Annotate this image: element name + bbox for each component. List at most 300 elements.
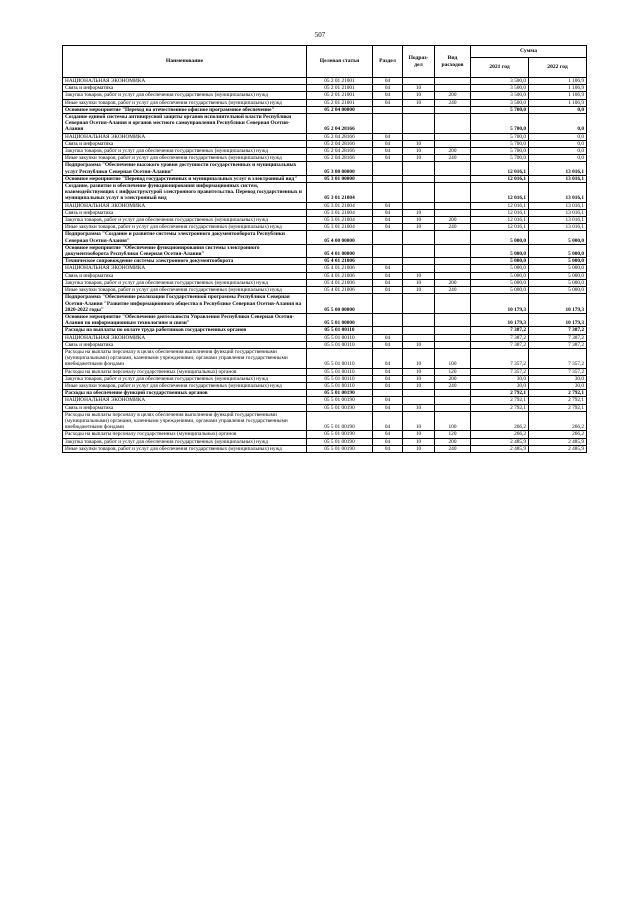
- row-target-code: 05 2 04 00000: [307, 106, 373, 113]
- row-sum-2022: 7 387,2: [529, 327, 587, 334]
- row-target-code: 05 3 01 21004: [307, 209, 373, 216]
- row-target-code: 05 3 01 00000: [307, 175, 373, 182]
- row-sum-2021: 5 700,0: [471, 114, 529, 134]
- row-target-code: 05 2 01 21001: [307, 99, 373, 106]
- row-sum-2021: 12 016,1: [471, 175, 529, 182]
- row-sum-2022: 5 000,0: [529, 231, 587, 244]
- row-section: 04: [373, 438, 403, 445]
- row-sum-2021: 5 000,0: [471, 272, 529, 279]
- table-row: [63, 244, 587, 257]
- row-section: 04: [373, 411, 403, 431]
- row-name: Закупка товаров, работ и услуг для обеспечения государственных (муниципальных) нужд: [63, 92, 307, 99]
- row-name: Закупка товаров, работ и услуг для обеспечения государственных (муниципальных) нужд: [63, 375, 307, 382]
- row-expense-type: [435, 397, 471, 404]
- row-section: 04: [373, 368, 403, 375]
- row-subsection: [403, 175, 435, 182]
- row-expense-type: [435, 133, 471, 140]
- row-expense-type: 200: [435, 279, 471, 286]
- table-row: [63, 382, 587, 389]
- table-row: [63, 162, 587, 175]
- row-sum-2022: 1 106,9: [529, 85, 587, 92]
- row-sum-2022: 7 357,2: [529, 348, 587, 368]
- row-sum-2021: 10 179,3: [471, 313, 529, 326]
- row-target-code: 05 5 01 00110: [307, 368, 373, 375]
- row-name: НАЦИОНАЛЬНАЯ ЭКОНОМИКА: [63, 133, 307, 140]
- row-target-code: 05 2 04 28166: [307, 155, 373, 162]
- row-expense-type: [435, 202, 471, 209]
- table-row: [63, 397, 587, 404]
- row-subsection: 10: [403, 382, 435, 389]
- row-expense-type: [435, 78, 471, 85]
- row-target-code: 05 5 01 00110: [307, 341, 373, 348]
- row-section: [373, 231, 403, 244]
- row-sum-2021: 5 700,0: [471, 140, 529, 147]
- row-expense-type: [435, 183, 471, 203]
- row-name: Иные закупки товаров, работ и услуг для обеспечения государственных (муниципальных) нужд: [63, 155, 307, 162]
- row-name: Техническое сопровождение системы электронного документооборота: [63, 258, 307, 265]
- row-subsection: [403, 327, 435, 334]
- row-sum-2022: 266,2: [529, 431, 587, 438]
- row-expense-type: [435, 327, 471, 334]
- row-name: Расходы на выплаты персоналу в целях обеспечения выполнения функций государственными (муниципальными) органами, казенными учреждениями, органами управления государственными внебюджетными фондами: [63, 348, 307, 368]
- row-sum-2022: 2 792,1: [529, 404, 587, 411]
- row-subsection: 10: [403, 279, 435, 286]
- row-subsection: [403, 106, 435, 113]
- table-row: [63, 92, 587, 99]
- row-sum-2021: 12 016,1: [471, 209, 529, 216]
- table-row: [63, 404, 587, 411]
- row-subsection: [403, 390, 435, 397]
- row-sum-2022: 7 387,2: [529, 341, 587, 348]
- row-sum-2021: 30,0: [471, 375, 529, 382]
- header-name: Наименование: [63, 46, 307, 78]
- header-year-2021: 2021 год: [471, 58, 529, 78]
- table-row: [63, 334, 587, 341]
- row-target-code: 05 3 00 00000: [307, 162, 373, 175]
- row-sum-2021: 5 700,0: [471, 133, 529, 140]
- row-target-code: 05 5 01 00110: [307, 375, 373, 382]
- row-sum-2021: 12 016,1: [471, 224, 529, 231]
- row-section: 04: [373, 341, 403, 348]
- row-subsection: [403, 202, 435, 209]
- row-subsection: [403, 313, 435, 326]
- row-subsection: 10: [403, 438, 435, 445]
- table-row: [63, 375, 587, 382]
- table-row: [63, 106, 587, 113]
- row-sum-2021: 266,2: [471, 411, 529, 431]
- row-subsection: 10: [403, 140, 435, 147]
- row-name: Основное мероприятие "Обеспечение функционирования системы электронного документооборота Республики Северная Осетия-Алания": [63, 244, 307, 257]
- header-target: Целевая статья: [307, 46, 373, 78]
- row-section: 04: [373, 397, 403, 404]
- row-sum-2021: 7 357,2: [471, 348, 529, 368]
- row-target-code: 05 5 01 00190: [307, 411, 373, 431]
- row-subsection: [403, 397, 435, 404]
- row-sum-2022: 10 179,3: [529, 313, 587, 326]
- row-subsection: 10: [403, 368, 435, 375]
- row-name: Иные закупки товаров, работ и услуг для обеспечения государственных (муниципальных) нужд: [63, 99, 307, 106]
- row-expense-type: [435, 404, 471, 411]
- row-section: 04: [373, 375, 403, 382]
- row-section: [373, 244, 403, 257]
- table-row: [63, 148, 587, 155]
- table-row: [63, 258, 587, 265]
- row-subsection: 10: [403, 348, 435, 368]
- row-section: [373, 114, 403, 134]
- row-subsection: 10: [403, 148, 435, 155]
- budget-table: [62, 45, 587, 453]
- row-name: Связь и информатика: [63, 209, 307, 216]
- row-sum-2021: 10 179,3: [471, 294, 529, 314]
- row-subsection: 10: [403, 404, 435, 411]
- row-name: Закупка товаров, работ и услуг для обеспечения государственных (муниципальных) нужд: [63, 438, 307, 445]
- row-section: 04: [373, 287, 403, 294]
- row-sum-2021: 2 792,1: [471, 397, 529, 404]
- table-row: [63, 313, 587, 326]
- row-sum-2022: 13 016,1: [529, 224, 587, 231]
- table-row: [63, 411, 587, 431]
- row-expense-type: [435, 265, 471, 272]
- row-name: Расходы на выплаты по оплате труда работников государственных органов: [63, 327, 307, 334]
- row-target-code: 05 4 01 21006: [307, 258, 373, 265]
- table-row: [63, 294, 587, 314]
- table-row: [63, 209, 587, 216]
- row-expense-type: 240: [435, 445, 471, 452]
- row-subsection: [403, 334, 435, 341]
- row-sum-2022: 13 016,1: [529, 217, 587, 224]
- row-sum-2022: 0,0: [529, 114, 587, 134]
- row-section: [373, 313, 403, 326]
- row-name: Основное мероприятие "Обеспечение деятельности Управления Республики Северная Осетия-Алания по информационным технологиям и связи": [63, 313, 307, 326]
- row-expense-type: [435, 272, 471, 279]
- row-sum-2021: 5 700,0: [471, 155, 529, 162]
- row-target-code: 05 2 04 28166: [307, 114, 373, 134]
- row-section: 04: [373, 155, 403, 162]
- row-name: НАЦИОНАЛЬНАЯ ЭКОНОМИКА: [63, 265, 307, 272]
- row-section: 04: [373, 209, 403, 216]
- row-target-code: 05 4 01 00000: [307, 244, 373, 257]
- table-row: [63, 114, 587, 134]
- table-row: [63, 224, 587, 231]
- row-sum-2021: 3 500,0: [471, 85, 529, 92]
- table-row: [63, 287, 587, 294]
- row-sum-2021: 266,2: [471, 431, 529, 438]
- row-sum-2022: 1 106,9: [529, 99, 587, 106]
- row-expense-type: 200: [435, 148, 471, 155]
- table-row: [63, 341, 587, 348]
- row-subsection: [403, 294, 435, 314]
- row-sum-2022: 13 016,1: [529, 162, 587, 175]
- header-year-2022: 2022 год: [529, 58, 587, 78]
- row-section: 04: [373, 334, 403, 341]
- row-section: 04: [373, 431, 403, 438]
- table-row: [63, 231, 587, 244]
- page-number: 507: [314, 31, 326, 39]
- table-body: [63, 78, 587, 453]
- row-target-code: 05 2 01 21001: [307, 92, 373, 99]
- row-expense-type: 240: [435, 287, 471, 294]
- row-name: Создание единой системы антивирусной защиты органов исполнительной власти Республики Северная Осетия-Алания и органов местного самоуправления Республики Северная Осетия-Алания: [63, 114, 307, 134]
- row-section: 04: [373, 382, 403, 389]
- row-section: 04: [373, 265, 403, 272]
- row-section: 04: [373, 217, 403, 224]
- row-name: Связь и информатика: [63, 140, 307, 147]
- row-sum-2022: 13 016,1: [529, 209, 587, 216]
- table-row: [63, 202, 587, 209]
- row-sum-2022: 2 485,9: [529, 438, 587, 445]
- row-sum-2021: 3 500,0: [471, 92, 529, 99]
- row-expense-type: [435, 341, 471, 348]
- row-section: [373, 183, 403, 203]
- row-section: [373, 258, 403, 265]
- row-sum-2022: 7 387,2: [529, 334, 587, 341]
- row-subsection: 10: [403, 224, 435, 231]
- row-name: Закупка товаров, работ и услуг для обеспечения государственных (муниципальных) нужд: [63, 148, 307, 155]
- table-row: [63, 78, 587, 85]
- table-row: [63, 327, 587, 334]
- row-target-code: 05 4 01 21006: [307, 279, 373, 286]
- row-subsection: [403, 162, 435, 175]
- row-sum-2021: 7 357,2: [471, 368, 529, 375]
- table-row: [63, 175, 587, 182]
- row-sum-2021: 5 000,0: [471, 244, 529, 257]
- row-expense-type: [435, 334, 471, 341]
- row-expense-type: 240: [435, 224, 471, 231]
- row-sum-2022: 0,0: [529, 106, 587, 113]
- row-subsection: [403, 183, 435, 203]
- row-name: НАЦИОНАЛЬНАЯ ЭКОНОМИКА: [63, 397, 307, 404]
- row-target-code: 05 3 01 21004: [307, 183, 373, 203]
- row-sum-2022: 5 000,0: [529, 258, 587, 265]
- row-sum-2021: 12 016,1: [471, 162, 529, 175]
- row-name: Подпрограмма "Обеспечение высокого уровня доступности государственных и муниципальных услуг Республики Северная Осетия-Алания": [63, 162, 307, 175]
- row-subsection: 10: [403, 85, 435, 92]
- row-expense-type: 200: [435, 92, 471, 99]
- row-sum-2022: 5 000,0: [529, 265, 587, 272]
- row-section: [373, 175, 403, 182]
- row-subsection: [403, 78, 435, 85]
- row-expense-type: 200: [435, 438, 471, 445]
- row-sum-2021: 5 000,0: [471, 258, 529, 265]
- row-section: 04: [373, 279, 403, 286]
- row-sum-2021: 7 387,2: [471, 327, 529, 334]
- row-target-code: 05 2 01 21001: [307, 85, 373, 92]
- row-subsection: [403, 231, 435, 244]
- row-section: 04: [373, 78, 403, 85]
- row-expense-type: [435, 294, 471, 314]
- row-name: НАЦИОНАЛЬНАЯ ЭКОНОМИКА: [63, 334, 307, 341]
- row-target-code: 05 2 04 28166: [307, 140, 373, 147]
- row-expense-type: [435, 85, 471, 92]
- table-row: [63, 445, 587, 452]
- row-sum-2022: 13 016,1: [529, 183, 587, 203]
- row-target-code: 05 2 01 21001: [307, 78, 373, 85]
- row-subsection: 10: [403, 287, 435, 294]
- row-target-code: 05 5 00 00000: [307, 294, 373, 314]
- row-sum-2021: 2 485,9: [471, 445, 529, 452]
- row-sum-2021: 7 387,2: [471, 334, 529, 341]
- row-name: НАЦИОНАЛЬНАЯ ЭКОНОМИКА: [63, 78, 307, 85]
- row-subsection: 10: [403, 431, 435, 438]
- table-row: [63, 368, 587, 375]
- row-sum-2022: 13 016,1: [529, 202, 587, 209]
- row-sum-2022: 5 000,0: [529, 279, 587, 286]
- row-expense-type: [435, 162, 471, 175]
- table-row: [63, 272, 587, 279]
- row-name: Иные закупки товаров, работ и услуг для обеспечения государственных (муниципальных) нужд: [63, 287, 307, 294]
- row-expense-type: [435, 209, 471, 216]
- row-sum-2022: 0,0: [529, 140, 587, 147]
- row-section: 04: [373, 404, 403, 411]
- row-sum-2021: 5 700,0: [471, 106, 529, 113]
- row-name: Иные закупки товаров, работ и услуг для обеспечения государственных (муниципальных) нужд: [63, 224, 307, 231]
- row-subsection: 10: [403, 99, 435, 106]
- row-target-code: 05 3 01 21004: [307, 224, 373, 231]
- row-subsection: 10: [403, 92, 435, 99]
- row-target-code: 05 4 01 21006: [307, 272, 373, 279]
- row-expense-type: 200: [435, 217, 471, 224]
- table-row: [63, 155, 587, 162]
- row-subsection: [403, 265, 435, 272]
- row-section: 04: [373, 133, 403, 140]
- row-sum-2021: 5 000,0: [471, 287, 529, 294]
- row-subsection: [403, 133, 435, 140]
- row-target-code: 05 5 01 00190: [307, 404, 373, 411]
- row-sum-2021: 7 387,2: [471, 341, 529, 348]
- row-expense-type: 120: [435, 368, 471, 375]
- row-section: [373, 294, 403, 314]
- table-row: [63, 133, 587, 140]
- row-name: Связь и информатика: [63, 272, 307, 279]
- row-target-code: 05 5 01 00190: [307, 445, 373, 452]
- row-expense-type: 240: [435, 382, 471, 389]
- row-sum-2021: 30,0: [471, 382, 529, 389]
- row-sum-2021: 2 792,1: [471, 390, 529, 397]
- row-sum-2022: 13 016,1: [529, 175, 587, 182]
- row-section: [373, 327, 403, 334]
- row-sum-2022: 1 106,9: [529, 92, 587, 99]
- row-sum-2022: 7 357,2: [529, 368, 587, 375]
- row-sum-2022: 0,0: [529, 133, 587, 140]
- row-name: Связь и информатика: [63, 85, 307, 92]
- row-sum-2022: 0,0: [529, 148, 587, 155]
- row-sum-2021: 12 016,1: [471, 183, 529, 203]
- header-section: Раздел: [373, 46, 403, 78]
- table-row: [63, 265, 587, 272]
- row-subsection: [403, 244, 435, 257]
- row-target-code: 05 5 01 00190: [307, 431, 373, 438]
- row-section: 04: [373, 445, 403, 452]
- row-section: 04: [373, 224, 403, 231]
- header-subsection: Подраз-дел: [403, 46, 435, 78]
- row-name: Подпрограмма "Обеспечение реализации Государственной программы Республики Северная Осетия-Алания "Развитие информационного общества в Республике Северная Осетия-Алания на 2020-2022 годы": [63, 294, 307, 314]
- row-subsection: 10: [403, 341, 435, 348]
- row-subsection: 10: [403, 155, 435, 162]
- row-subsection: 10: [403, 272, 435, 279]
- row-sum-2022: 5 000,0: [529, 272, 587, 279]
- table-row: [63, 217, 587, 224]
- row-sum-2022: 5 000,0: [529, 244, 587, 257]
- table-row: [63, 348, 587, 368]
- row-sum-2021: 2 485,9: [471, 438, 529, 445]
- row-section: 04: [373, 202, 403, 209]
- row-sum-2021: 5 000,0: [471, 279, 529, 286]
- row-target-code: 05 5 01 00110: [307, 327, 373, 334]
- row-section: 04: [373, 140, 403, 147]
- row-subsection: [403, 114, 435, 134]
- row-sum-2022: 10 179,3: [529, 294, 587, 314]
- row-expense-type: 200: [435, 375, 471, 382]
- table-row: [63, 99, 587, 106]
- row-subsection: 10: [403, 411, 435, 431]
- row-expense-type: [435, 231, 471, 244]
- row-expense-type: [435, 390, 471, 397]
- row-name: Расходы на выплаты персоналу в целях обеспечения выполнения функций государственными (муниципальными) органами, казенными учреждениями, органами управления государственными внебюджетными фондами: [63, 411, 307, 431]
- row-subsection: 10: [403, 445, 435, 452]
- row-section: 04: [373, 348, 403, 368]
- row-section: 04: [373, 85, 403, 92]
- row-expense-type: 120: [435, 431, 471, 438]
- row-target-code: 05 5 01 00110: [307, 382, 373, 389]
- row-name: Расходы на выплаты персоналу государственных (муниципальных) органов: [63, 368, 307, 375]
- row-section: 04: [373, 92, 403, 99]
- row-name: Основное мероприятие "Переход на отечественное офисное программное обеспечение": [63, 106, 307, 113]
- row-target-code: 05 2 04 28166: [307, 148, 373, 155]
- row-name: Закупка товаров, работ и услуг для обеспечения государственных (муниципальных) нужд: [63, 217, 307, 224]
- row-expense-type: 240: [435, 99, 471, 106]
- row-target-code: 05 5 01 00110: [307, 348, 373, 368]
- row-expense-type: 100: [435, 411, 471, 431]
- row-section: [373, 390, 403, 397]
- row-subsection: [403, 258, 435, 265]
- row-expense-type: 240: [435, 155, 471, 162]
- row-name: Основное мероприятие "Перевод государственных и муниципальных услуг в электронный вид": [63, 175, 307, 182]
- row-sum-2021: 5 000,0: [471, 265, 529, 272]
- row-target-code: 05 3 01 21004: [307, 217, 373, 224]
- row-expense-type: [435, 114, 471, 134]
- row-expense-type: [435, 175, 471, 182]
- row-expense-type: 100: [435, 348, 471, 368]
- row-expense-type: [435, 244, 471, 257]
- table-row: [63, 279, 587, 286]
- row-sum-2022: 2 792,1: [529, 397, 587, 404]
- row-section: 04: [373, 272, 403, 279]
- row-sum-2021: 12 016,1: [471, 217, 529, 224]
- row-target-code: 05 2 04 28166: [307, 133, 373, 140]
- table-row: [63, 390, 587, 397]
- row-sum-2022: 266,2: [529, 411, 587, 431]
- row-name: Расходы на обеспечение функций государственных органов: [63, 390, 307, 397]
- row-sum-2021: 3 500,0: [471, 99, 529, 106]
- header-sum: Сумма: [471, 46, 587, 58]
- row-target-code: 05 4 01 21006: [307, 265, 373, 272]
- row-sum-2022: 2 792,1: [529, 390, 587, 397]
- row-target-code: 05 5 01 00110: [307, 334, 373, 341]
- row-sum-2021: 2 792,1: [471, 404, 529, 411]
- row-expense-type: [435, 106, 471, 113]
- row-name: НАЦИОНАЛЬНАЯ ЭКОНОМИКА: [63, 202, 307, 209]
- row-target-code: 05 3 01 21004: [307, 202, 373, 209]
- row-target-code: 05 5 01 00190: [307, 397, 373, 404]
- row-sum-2022: 30,0: [529, 382, 587, 389]
- row-target-code: 05 5 01 00190: [307, 390, 373, 397]
- row-sum-2021: 5 000,0: [471, 231, 529, 244]
- row-sum-2022: 1 106,9: [529, 78, 587, 85]
- row-target-code: 05 4 00 00000: [307, 231, 373, 244]
- row-expense-type: [435, 140, 471, 147]
- table-row: [63, 438, 587, 445]
- row-name: Иные закупки товаров, работ и услуг для обеспечения государственных (муниципальных) нужд: [63, 445, 307, 452]
